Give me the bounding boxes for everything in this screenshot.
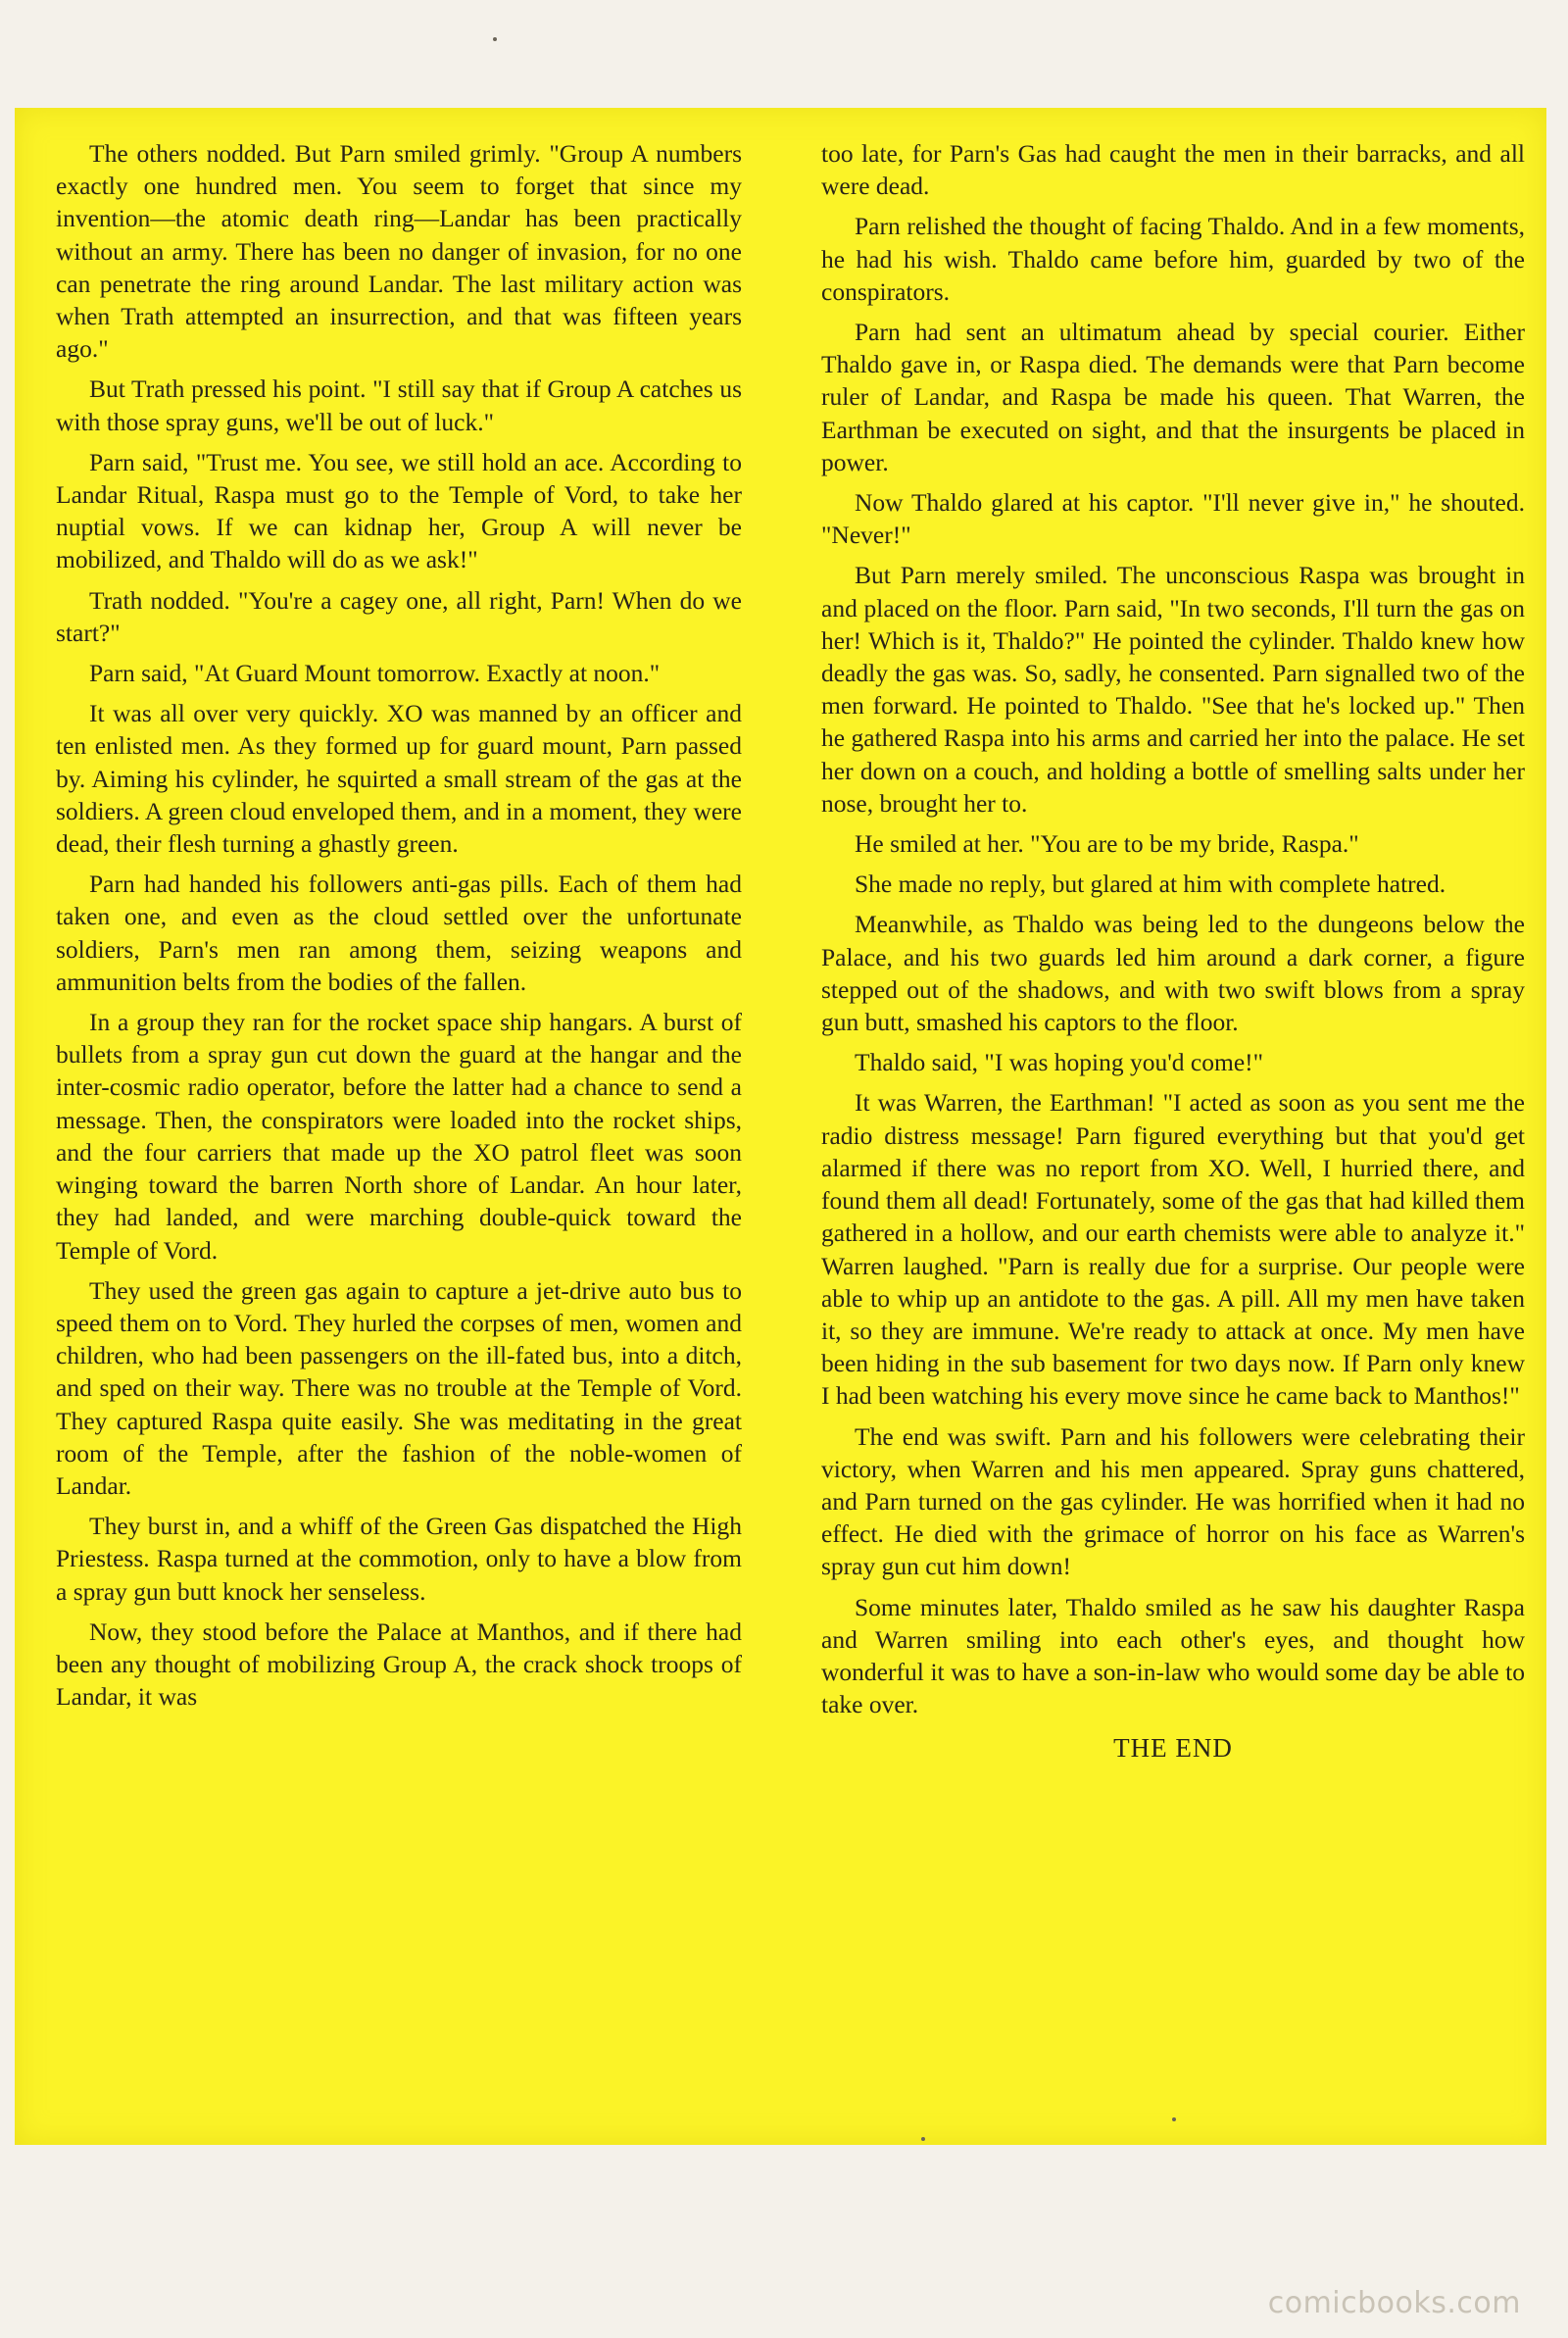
speck-mark — [1172, 2117, 1176, 2121]
speck-mark — [921, 2137, 925, 2141]
paragraph: Some minutes later, Thaldo smiled as he saw his daughter Raspa and Warren smiling into each other's eyes, and thought how wonderful it was to have a son-in-law who would some day be able to take over. — [821, 1592, 1525, 1719]
paragraph: The others nodded. But Parn smiled grimly. "Group A numbers exactly one hundred men. You seem to forget that since my invention—the atomic death ring—Landar has been practically without an army. There has been no danger of invasion, for no one can penetrate the ring around Landar. The last military action was when Trath attempted an insurrection, and that was fifteen years ago." — [56, 139, 742, 364]
paragraph: Parn said, "Trust me. You see, we still hold an ace. According to Landar Ritual, Raspa must go to the Temple of Vord, to take her nuptial vows. If we can kidnap her, Group A will never be mobilized, and Thaldo will do as we ask!" — [56, 447, 742, 574]
paragraph: But Parn merely smiled. The unconscious Raspa was brought in and placed on the floor. Parn said, "In two seconds, I'll turn the gas on her! Which is it, Thaldo?" He pointed the cylinder. Thaldo knew how deadly the gas was. So, sadly, he consented. Parn signalled two of the men forward. He pointed to Thaldo. "See that he's locked up." Then he gathered Raspa into his arms and carried her into the palace. He set her down on a couch, and holding a bottle of smelling salts under her nose, brought her to. — [821, 561, 1525, 818]
paragraph: She made no reply, but glared at him with complete hatred. — [855, 870, 1446, 899]
paragraph: In a group they ran for the rocket space ship hangars. A burst of bullets from a spray gun cut down the guard at the hangar and the inter-cosmic radio operator, before the latter had a chance to send a message. Then, the conspirators were loaded into the rocket ships, and the four carriers that made up the XO patrol fleet was soon winging toward the barren North shore of Landar. An hour later, they had landed, and were marching double-quick toward the Temple of Vord. — [56, 1008, 742, 1265]
watermark: comicbooks.com — [1267, 2286, 1521, 2320]
paragraph: It was Warren, the Earthman! "I acted as soon as you sent me the radio distress message! Parn figured everything but that you'd get alarmed if there was no report from XO. Well, I hurried there, and found them all dead! Fortunately, some of the gas that had killed them gathered in a hollow, and our earth chemists were able to analyze it." Warren laughed. "Parn is really due for a surprise. Our people were able to whip up an antidote to the gas. A pill. All my men have taken it, so they are immune. We're ready to attack at once. My men have been hiding in the sub basement for two days now. If Parn only knew I had been watching his every move since he came back to Manthos!" — [821, 1088, 1525, 1411]
paragraph: But Trath pressed his point. "I still say that if Group A catches us with those spray guns, we'll be out of luck." — [56, 374, 742, 436]
paragraph: They used the green gas again to capture a jet-drive auto bus to speed them on to Vord. They hurled the corpses of men, women and children, who had been passengers on the ill-fated bus, into a ditch, and sped on their way. There was no trouble at the Temple of Vord. They captured Raspa quite easily. She was meditating in the great room of the Temple, after the fashion of the noble-women of Landar. — [56, 1275, 742, 1500]
speck-mark — [493, 37, 497, 41]
paragraph: Parn had handed his followers anti-gas pills. Each of them had taken one, and even as the cloud settled over the unfortunate soldiers, Parn's men ran among them, seizing weapons and ammunition belts from the bodies of the fallen. — [56, 870, 742, 996]
paragraph: Now Thaldo glared at his captor. "I'll never give in," he shouted. "Never!" — [821, 488, 1525, 550]
paragraph: It was all over very quickly. XO was manned by an officer and ten enlisted men. As they formed up for guard mount, Parn passed by. Aiming his cylinder, he squirted a small stream of the gas at the soldiers. A green cloud enveloped them, and in a moment, they were dead, their flesh turning a ghastly green. — [56, 699, 742, 859]
paragraph: Now, they stood before the Palace at Manthos, and if there had been any thought of mobilizing Group A, the crack shock troops of Landar, it was — [56, 1617, 742, 1712]
paragraph: The end was swift. Parn and his followers were celebrating their victory, when Warren and his men appeared. Spray guns chattered, and Parn turned on the gas cylinder. He was horrified when it had no effect. He died with the grimace of horror on his face as Warren's spray gun cut him down! — [821, 1421, 1525, 1581]
the-end-label: THE END — [1113, 1733, 1233, 1764]
paragraph: too late, for Parn's Gas had caught the men in their barracks, and all were dead. — [821, 139, 1525, 201]
paragraph: Trath nodded. "You're a cagey one, all right, Parn! When do we start?" — [56, 585, 742, 647]
paragraph: They burst in, and a whiff of the Green Gas dispatched the High Priestess. Raspa turned at the commotion, only to have a blow from a spray gun butt knock her senseless. — [56, 1512, 742, 1606]
left-text-column — [56, 137, 742, 1720]
paragraph: Parn had sent an ultimatum ahead by special courier. Either Thaldo gave in, or Raspa died. The demands were that Parn become ruler of Landar, and Raspa be made his queen. That Warren, the Earthman be executed on sight, and that the insurgents be placed in power. — [821, 318, 1525, 476]
paragraph: Parn relished the thought of facing Thaldo. And in a few moments, he had his wish. Thaldo came before him, guarded by two of the conspirators. — [821, 212, 1525, 306]
text-story-panel — [15, 108, 1546, 2145]
paragraph: Parn said, "At Guard Mount tomorrow. Exactly at noon." — [89, 659, 661, 688]
right-text-column — [821, 137, 1525, 1766]
paragraph: Meanwhile, as Thaldo was being led to the dungeons below the Palace, and his two guards led him around a dark corner, a figure stepped out of the shadows, and with two swift blows from a spray gun butt, smashed his captors to the floor. — [821, 910, 1525, 1037]
paragraph: Thaldo said, "I was hoping you'd come!" — [855, 1048, 1264, 1077]
paragraph: He smiled at her. "You are to be my bride, Raspa." — [855, 829, 1359, 859]
